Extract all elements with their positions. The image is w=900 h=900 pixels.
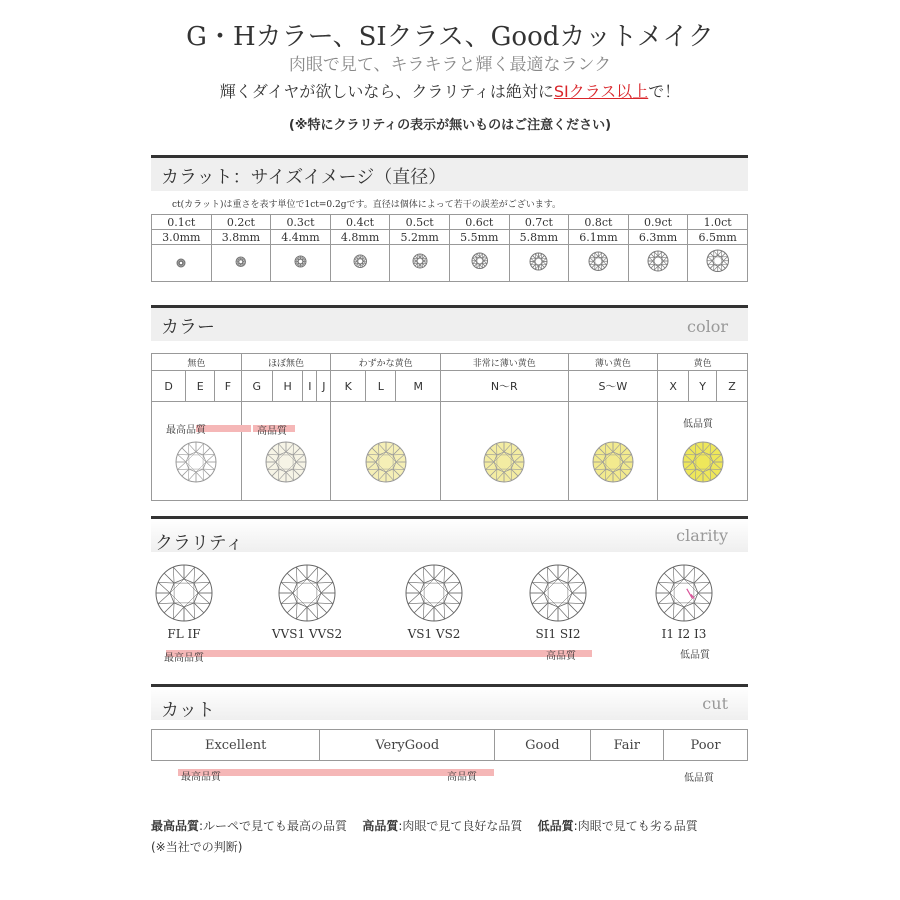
carat-image-cell [569,245,629,282]
color-group-cell: ほぼ無色 [241,354,331,371]
carat-image-cell [330,245,390,282]
color-section-en: color [687,317,728,336]
clarity-grade [654,563,714,627]
diamond-icon [528,563,588,623]
carat-mm-cell: 6.1mm [569,230,629,245]
color-image-cell [331,402,441,501]
color-grade-cell: M [396,371,441,402]
color-grade-row [152,371,748,402]
carat-ct-cell: 0.2ct [211,215,271,230]
color-image-cell [568,402,658,501]
clarity-arrow [166,650,592,657]
advice-highlight: SIクラス以上 [553,82,649,101]
carat-section-title: カラット：サイズイメージ（直径） [161,167,447,188]
color-grade-cell: Y [689,371,717,402]
clarity-grade-label: VVS1 VVS2 [271,627,343,641]
color-image-cell [241,402,331,501]
carat-mm-cell: 5.5mm [449,230,509,245]
carat-ct-cell: 0.8ct [569,215,629,230]
legend-low-term: 低品質 [537,819,574,833]
diamond-icon [234,255,248,269]
diamond-icon [174,440,218,484]
diamond-icon [528,251,549,272]
color-grade-cell: X [658,371,689,402]
clarity-label-best: 最高品質 [164,653,204,664]
color-image-cell [440,402,568,501]
color-grade-cell: L [366,371,396,402]
carat-image-cell [211,245,271,282]
legend-best-desc: :ルーペで見ても最高の品質 [199,819,348,833]
color-section-title: カラー [161,317,215,338]
clarity-grade [404,563,464,627]
diamond-icon [175,257,187,269]
cut-label-low: 低品質 [684,773,714,784]
cut-grade-cell: Good [495,730,590,761]
cut-grade-cell: VeryGood [320,730,495,761]
carat-ct-cell: 0.9ct [628,215,688,230]
color-grade-cell: K [331,371,366,402]
cut-section-title: カット [161,700,215,721]
color-group-row [152,354,748,371]
diamond-icon [293,254,308,269]
carat-mm-cell: 6.5mm [688,230,748,245]
clarity-label-high: 高品質 [546,651,576,662]
carat-note: ct(カラット)は重さを表す単位で1ct=0.2gです。直径は個体によって若干の誤差がございます。 [172,200,562,210]
cut-section-header [151,684,748,720]
clarity-section-en: clarity [676,526,728,545]
diamond-icon [646,249,670,273]
diamond-icon [681,440,725,484]
carat-ct-cell: 0.1ct [152,215,212,230]
cut-section-en: cut [702,694,728,713]
page-title: G・Hカラー、SIクラス、Goodカットメイク [186,22,714,52]
diamond-icon [352,253,369,270]
carat-image-cell [449,245,509,282]
legend-footer [151,816,771,858]
carat-mm-cell: 3.0mm [152,230,212,245]
carat-mm-cell: 4.4mm [271,230,331,245]
color-image-row [152,402,748,501]
color-grade-cell: N～R [440,371,568,402]
cut-label-best: 最高品質 [181,772,221,783]
color-grade-cell: F [215,371,242,402]
carat-ct-cell: 0.3ct [271,215,331,230]
color-grade-cell: S～W [568,371,658,402]
clarity-grade [277,563,337,627]
carat-mm-cell: 3.8mm [211,230,271,245]
diamond-icon [587,250,610,273]
carat-image-cell [152,245,212,282]
color-section-header [151,305,748,341]
clarity-grade [154,563,214,627]
diamond-icon [154,563,214,623]
diamond-icon [654,563,714,623]
legend-high-term: 高品質 [362,819,399,833]
carat-image-cell [509,245,569,282]
carat-image-row [152,245,748,282]
carat-ct-cell: 0.6ct [449,215,509,230]
color-group-cell: 薄い黄色 [568,354,658,371]
color-grade-cell: J [317,371,331,402]
carat-ct-cell: 0.5ct [390,215,450,230]
clarity-grade-label: SI1 SI2 [535,627,581,641]
carat-ct-cell: 0.7ct [509,215,569,230]
color-label-high: 高品質 [257,426,287,437]
clarity-grade-label: VS1 VS2 [407,627,461,641]
carat-ct-cell: 1.0ct [688,215,748,230]
carat-mm-row [152,230,748,245]
carat-ct-row [152,215,748,230]
legend-low-desc: :肉眼で見ても劣る品質 [573,819,698,833]
cut-grade-cell: Excellent [152,730,320,761]
color-grade-cell: I [303,371,317,402]
color-grade-cell: D [152,371,186,402]
carat-image-cell [628,245,688,282]
clarity-grade-label: I1 I2 I3 [661,627,707,641]
caution-note: (※特にクラリティの表示が無いものはご注意ください) [288,118,612,133]
advice-end: で！ [648,82,681,101]
color-group-cell: 非常に薄い黄色 [440,354,568,371]
clarity-grade [528,563,588,627]
diamond-icon [404,563,464,623]
carat-mm-cell: 4.8mm [330,230,390,245]
diamond-icon [591,440,635,484]
diamond-icon [264,440,308,484]
diamond-icon [411,252,429,270]
carat-mm-cell: 5.8mm [509,230,569,245]
carat-mm-cell: 6.3mm [628,230,688,245]
diamond-icon [277,563,337,623]
legend-high-desc: :肉眼で見て良好な品質 [398,819,523,833]
advice-text: 輝くダイヤが欲しいなら、クラリティは絶対に [219,82,554,101]
clarity-section-title: クラリティ [155,533,244,554]
diamond-icon [470,251,490,271]
carat-ct-cell: 0.4ct [330,215,390,230]
cut-grade-cell: Fair [590,730,664,761]
clarity-section-header [151,516,748,552]
clarity-grade-label: FL IF [167,627,201,641]
diamond-icon [705,248,731,274]
legend-best-term: 最高品質 [151,819,200,833]
color-group-cell: 無色 [152,354,242,371]
carat-image-cell [271,245,331,282]
carat-section-header [151,155,748,191]
color-label-best: 最高品質 [166,425,206,436]
color-image-cell [152,402,242,501]
carat-table [151,214,748,282]
cut-grade-cell: Poor [664,730,748,761]
cut-table [151,729,748,761]
clarity-label-low: 低品質 [680,650,710,661]
cut-label-high: 高品質 [447,772,477,783]
color-grade-cell: G [241,371,272,402]
color-group-cell: わずかな黄色 [331,354,441,371]
color-grade-cell: H [272,371,302,402]
carat-image-cell [390,245,450,282]
cut-row [152,730,748,761]
diamond-icon [482,440,526,484]
diamond-icon [364,440,408,484]
carat-mm-cell: 5.2mm [390,230,450,245]
color-grade-cell: Z [717,371,748,402]
color-group-cell: 黄色 [658,354,748,371]
color-grade-cell: E [186,371,215,402]
clarity-advice [0,79,900,102]
carat-image-cell [688,245,748,282]
color-label-low: 低品質 [683,419,713,430]
page-subtitle: 肉眼で見て、キラキラと輝く最適なランク [288,55,612,75]
legend-note: (※当社での判断) [151,840,243,854]
